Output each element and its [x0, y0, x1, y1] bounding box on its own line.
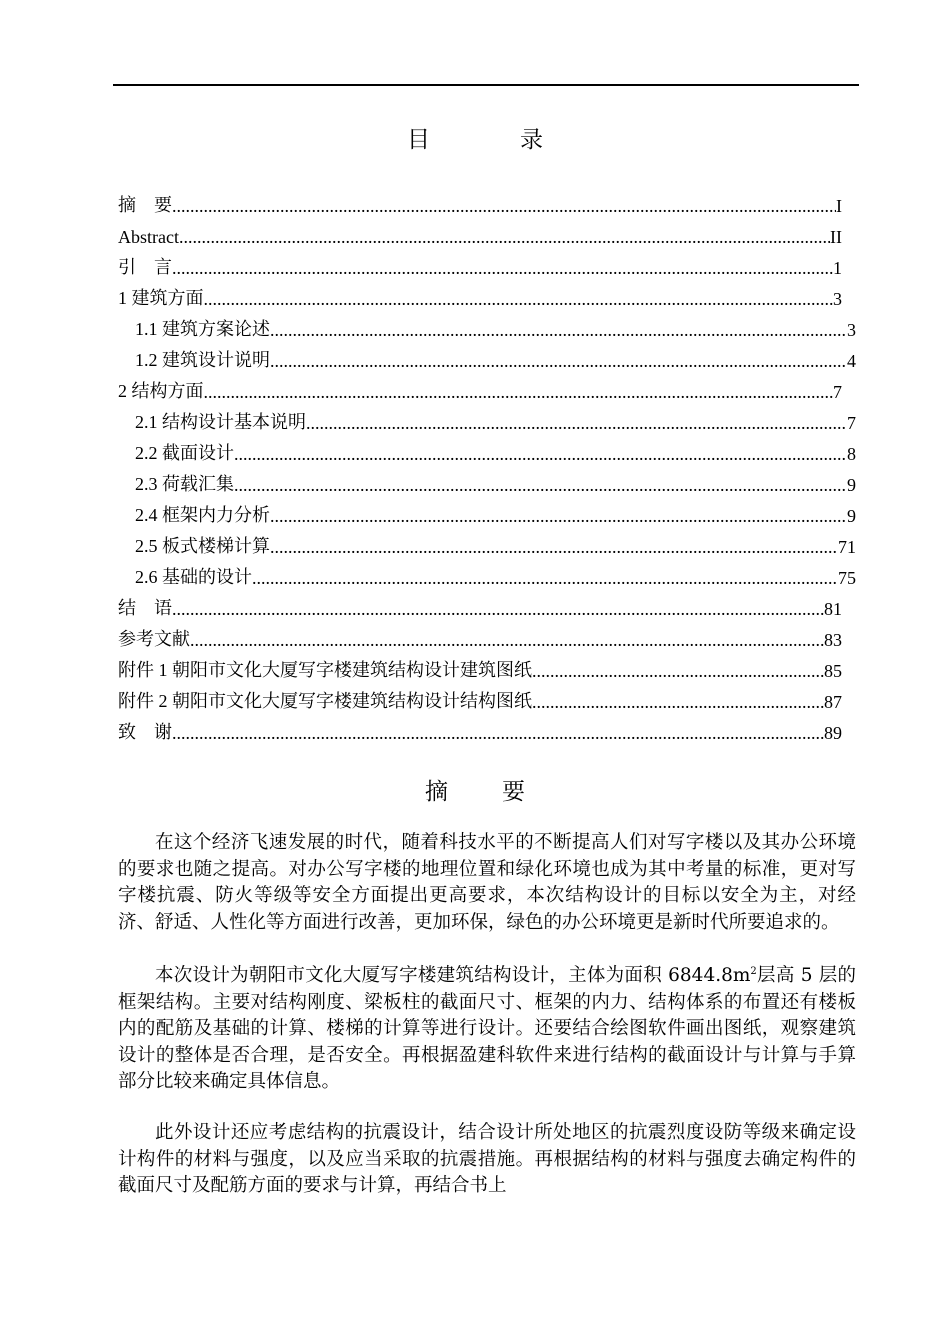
toc-leader-dots — [270, 351, 847, 372]
toc-entry[interactable] — [118, 217, 842, 248]
toc-entry-page: 87 — [824, 692, 842, 712]
toc-entry-label: 2.6 基础的设计 — [135, 567, 252, 587]
toc-leader-dots — [234, 475, 847, 496]
toc-entry-label: 附件 1 朝阳市文化大厦写字楼建筑结构设计建筑图纸 — [118, 660, 532, 680]
toc-entry-page: 89 — [824, 723, 842, 743]
toc-leader-dots — [306, 413, 847, 434]
toc-entry[interactable] — [118, 651, 842, 682]
toc-entry-label: 参考文献 — [118, 629, 190, 649]
toc-leader-dots — [270, 506, 847, 527]
toc-leader-dots — [532, 692, 824, 713]
toc-leader-dots — [532, 661, 824, 682]
toc-entry-page: 7 — [833, 382, 842, 402]
toc-leader-dots — [190, 630, 824, 651]
toc-leader-dots — [172, 723, 824, 744]
toc-leader-dots — [252, 568, 838, 589]
toc-leader-dots — [172, 258, 833, 279]
toc-entry-label: 致 谢 — [118, 722, 172, 742]
abstract-paragraph-2-part-b: 层高 5 层的框架结构。主要对结构刚度、梁板柱的截面尺寸、框架的内力、结构体系的布置还有楼板内的配筋及基础的计算、楼梯的计算等进行设计。还要结合绘图软件画出图纸，观察建筑设计的整体是否合理，是否安全。再根据盈建科软件来进行结构的截面设计与计算与手算部分比较来确定具体信息。 — [118, 965, 856, 1092]
toc-title-char-2: 录 — [520, 127, 543, 153]
toc-entry-label: 2.5 板式楼梯计算 — [135, 536, 270, 556]
abstract-paragraph-2-part-a: 本次设计为朝阳市文化大厦写字楼建筑结构设计，主体为面积 6844.8m — [155, 965, 751, 986]
abstract-title-char-2: 要 — [502, 779, 525, 805]
toc-entry-page: 71 — [838, 537, 856, 557]
toc-entry[interactable] — [118, 620, 842, 651]
toc-entry-page: 75 — [838, 568, 856, 588]
toc-entry[interactable] — [118, 372, 842, 403]
toc-entry-page: 9 — [847, 475, 856, 495]
toc-entry-page: 83 — [824, 630, 842, 650]
toc-leader-dots — [234, 444, 847, 465]
toc-entry-label: 2.2 截面设计 — [135, 443, 234, 463]
toc-entry-page: 81 — [824, 599, 842, 619]
toc-entry-page: II — [830, 227, 842, 247]
toc-entry-page: I — [836, 196, 842, 216]
abstract-paragraph-3: 此外设计还应考虑结构的抗震设计，结合设计所处地区的抗震烈度设防等级来确定设计构件的材料与强度，以及应当采取的抗震措施。再根据结构的材料与强度去确定构件的截面尺寸及配筋方面的要求与计算，再结合书上 — [118, 1122, 856, 1196]
abstract-title — [0, 773, 950, 806]
toc-entry-label: 1.1 建筑方案论述 — [135, 319, 270, 339]
toc-leader-dots — [204, 382, 834, 403]
toc-entry-label: 2.1 结构设计基本说明 — [135, 412, 306, 432]
toc-entry[interactable] — [118, 465, 856, 496]
toc-entry[interactable] — [118, 310, 856, 341]
toc-title-char-1: 目 — [407, 127, 430, 153]
toc-entry-label: 1.2 建筑设计说明 — [135, 350, 270, 370]
toc-entry-label: 2.4 框架内力分析 — [135, 505, 270, 525]
toc-leader-dots — [172, 599, 824, 620]
toc-entry-label: 1 建筑方面 — [118, 288, 204, 308]
toc-entry-page: 8 — [847, 444, 856, 464]
toc-entry-label: 摘 要 — [118, 195, 172, 215]
toc-entry-page: 4 — [847, 351, 856, 371]
toc-entry-label: 引 言 — [118, 257, 172, 277]
abstract-paragraph-1: 在这个经济飞速发展的时代，随着科技水平的不断提高人们对写字楼以及其办公环境的要求也随之提高。对办公写字楼的地理位置和绿化环境也成为其中考量的标准，更对写字楼抗震、防火等级等安全方面提出更高要求，本次结构设计的目标以安全为主，对经济、舒适、人性化等方面进行改善，更加环保，绿色的办公环境更是新时代所要追求的。 — [118, 832, 856, 933]
abstract-paragraph-2 — [118, 963, 856, 1096]
toc-entry-page: 1 — [833, 258, 842, 278]
toc-title — [0, 121, 950, 154]
toc-entry-label: 附件 2 朝阳市文化大厦写字楼建筑结构设计结构图纸 — [118, 691, 532, 711]
toc-entry[interactable] — [118, 248, 842, 279]
toc-leader-dots — [270, 537, 838, 558]
toc-entry-label: Abstract — [118, 227, 179, 247]
abstract-title-char-1: 摘 — [425, 779, 448, 805]
toc-entry-page: 3 — [847, 320, 856, 340]
toc-entry[interactable] — [118, 434, 856, 465]
toc-leader-dots — [179, 227, 830, 248]
toc-leader-dots — [204, 289, 834, 310]
toc-entry[interactable] — [118, 589, 842, 620]
toc-leader-dots — [270, 320, 847, 341]
toc-entry[interactable] — [118, 341, 856, 372]
toc-entry-page: 3 — [833, 289, 842, 309]
toc-entry[interactable] — [118, 496, 856, 527]
toc-entry[interactable] — [118, 186, 842, 217]
toc-entry[interactable] — [118, 682, 842, 713]
toc-entry-label: 2.3 荷载汇集 — [135, 474, 234, 494]
toc-entry-page: 85 — [824, 661, 842, 681]
toc-entry[interactable] — [118, 403, 856, 434]
toc-entry[interactable] — [118, 527, 856, 558]
toc-entry[interactable] — [118, 279, 842, 310]
header-rule — [113, 84, 859, 86]
toc-entry[interactable] — [118, 558, 856, 589]
toc-entry-page: 9 — [847, 506, 856, 526]
table-of-contents — [118, 186, 860, 744]
area-unit-superscript: 2 — [750, 965, 757, 977]
toc-leader-dots — [172, 196, 836, 217]
toc-entry-page: 7 — [847, 413, 856, 433]
toc-entry[interactable] — [118, 713, 842, 744]
toc-entry-label: 2 结构方面 — [118, 381, 204, 401]
toc-entry-label: 结 语 — [118, 598, 172, 618]
